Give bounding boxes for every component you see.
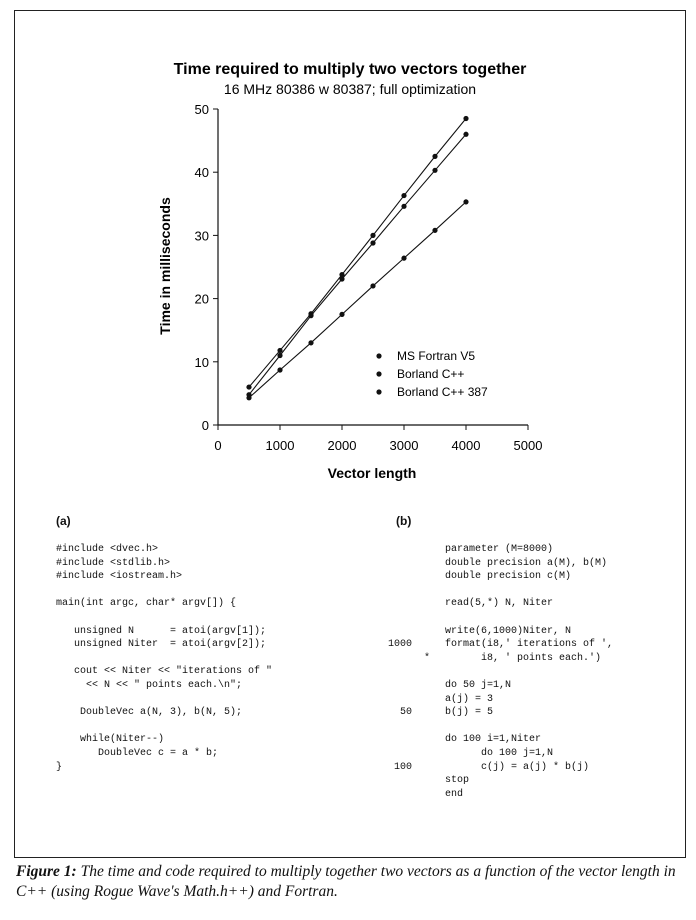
code-line: << N << " points each.\n"; [56, 679, 243, 691]
chart-subtitle: 16 MHz 80386 w 80387; full optimization [223, 81, 477, 97]
code-line: c(j) = a(j) * b(j) [445, 761, 590, 773]
code-line: while(Niter--) [56, 734, 165, 746]
x-axis-label: Vector length [327, 465, 417, 481]
code-line: write(6,1000)Niter, N [445, 625, 572, 637]
y-tick-label: 10 [194, 354, 209, 370]
data-point [401, 193, 406, 198]
y-tick-label: 30 [194, 228, 209, 244]
code-line: stop [445, 775, 470, 787]
code-line [445, 584, 613, 598]
data-point [463, 132, 468, 137]
x-tick-label: 3000 [389, 438, 419, 453]
code-label-b: (b) [396, 514, 412, 528]
data-point [277, 367, 282, 372]
code-line [445, 665, 613, 679]
code-line: do 50 j=1,N [445, 679, 512, 691]
data-point [339, 312, 344, 317]
data-point [277, 348, 282, 353]
y-tick-label: 0 [201, 418, 209, 433]
series-line [249, 118, 466, 387]
chart-legend [376, 349, 488, 399]
data-point [401, 204, 406, 209]
data-point [432, 168, 437, 173]
legend-entry: Borland C++ 387 [397, 385, 488, 399]
statement-label: 1000 [387, 639, 412, 651]
x-tick-label: 4000 [451, 438, 481, 453]
data-point [246, 384, 251, 389]
code-line: main(int argc, char* argv[]) { [56, 598, 237, 610]
data-point [370, 240, 375, 245]
code-line: cout << Niter << "iterations of " [56, 666, 273, 678]
statement-label: 100 [393, 761, 412, 773]
statement-label: 50 [399, 707, 412, 719]
caption-text: The time and code required to multiply together two vectors as a function of the vector length in C++ (using Rogue Wave's Math.h++) and Fortran. [16, 863, 676, 900]
code-line: DoubleVec c = a * b; [56, 747, 219, 759]
statement-label: * [423, 652, 430, 664]
chart-axes [195, 102, 543, 453]
code-line [56, 611, 272, 625]
code-line: b(j) = 5 [445, 707, 494, 719]
y-tick-label: 40 [194, 165, 209, 181]
code-line: } [56, 761, 63, 773]
code-line: parameter (M=8000) [445, 544, 554, 555]
code-label-a: (a) [56, 514, 71, 528]
code-line: do 100 i=1,Niter [445, 734, 542, 746]
data-point [339, 272, 344, 277]
code-line: double precision c(M) [445, 571, 572, 583]
data-point [246, 395, 251, 400]
data-point [432, 228, 437, 233]
code-line: unsigned N = atoi(argv[1]); [56, 625, 267, 637]
legend-entry: MS Fortran V5 [397, 349, 476, 363]
code-line [445, 720, 613, 734]
code-line: do 100 j=1,N [445, 747, 554, 759]
legend-marker [376, 389, 381, 394]
data-point [308, 340, 313, 345]
y-tick-label: 50 [194, 102, 209, 117]
code-line: #include <dvec.h> [56, 544, 159, 555]
x-tick-label: 0 [214, 438, 222, 453]
data-point [370, 233, 375, 238]
code-line [56, 652, 272, 666]
code-line: read(5,*) N, Niter [445, 598, 554, 610]
code-line [445, 611, 613, 625]
code-line: unsigned Niter = atoi(argv[2]); [56, 639, 267, 651]
data-point [432, 154, 437, 159]
code-line: #include <stdlib.h> [56, 557, 171, 569]
data-point [308, 311, 313, 316]
legend-marker [376, 353, 381, 358]
code-line [56, 720, 272, 734]
legend-marker [376, 371, 381, 376]
x-tick-label: 2000 [327, 438, 357, 453]
code-line [56, 584, 272, 598]
cpp-code-listing [56, 543, 272, 774]
code-line [56, 693, 272, 707]
code-line: DoubleVec a(N, 3), b(N, 5); [56, 707, 243, 719]
code-line: a(j) = 3 [445, 693, 494, 705]
data-point [401, 256, 406, 261]
x-tick-label: 5000 [513, 438, 543, 453]
code-line: i8, ' points each.') [445, 652, 602, 664]
figure-number: Figure 1: [16, 863, 77, 880]
code-line: #include <iostream.h> [56, 571, 183, 583]
y-axis-label: Time in milliseconds [157, 197, 173, 335]
code-line: double precision a(M), b(M) [445, 557, 608, 569]
code-line: format(i8,' iterations of ', [445, 639, 614, 651]
figure-caption [16, 862, 686, 902]
data-point [370, 283, 375, 288]
chart-title: Time required to multiply two vectors together [173, 61, 527, 78]
fortran-code-listing [445, 543, 613, 801]
code-line: end [445, 788, 464, 800]
data-point [463, 199, 468, 204]
legend-entry: Borland C++ [397, 367, 465, 381]
y-tick-label: 20 [194, 291, 209, 307]
x-tick-label: 1000 [265, 438, 295, 453]
data-point [463, 116, 468, 121]
data-point [277, 353, 282, 358]
